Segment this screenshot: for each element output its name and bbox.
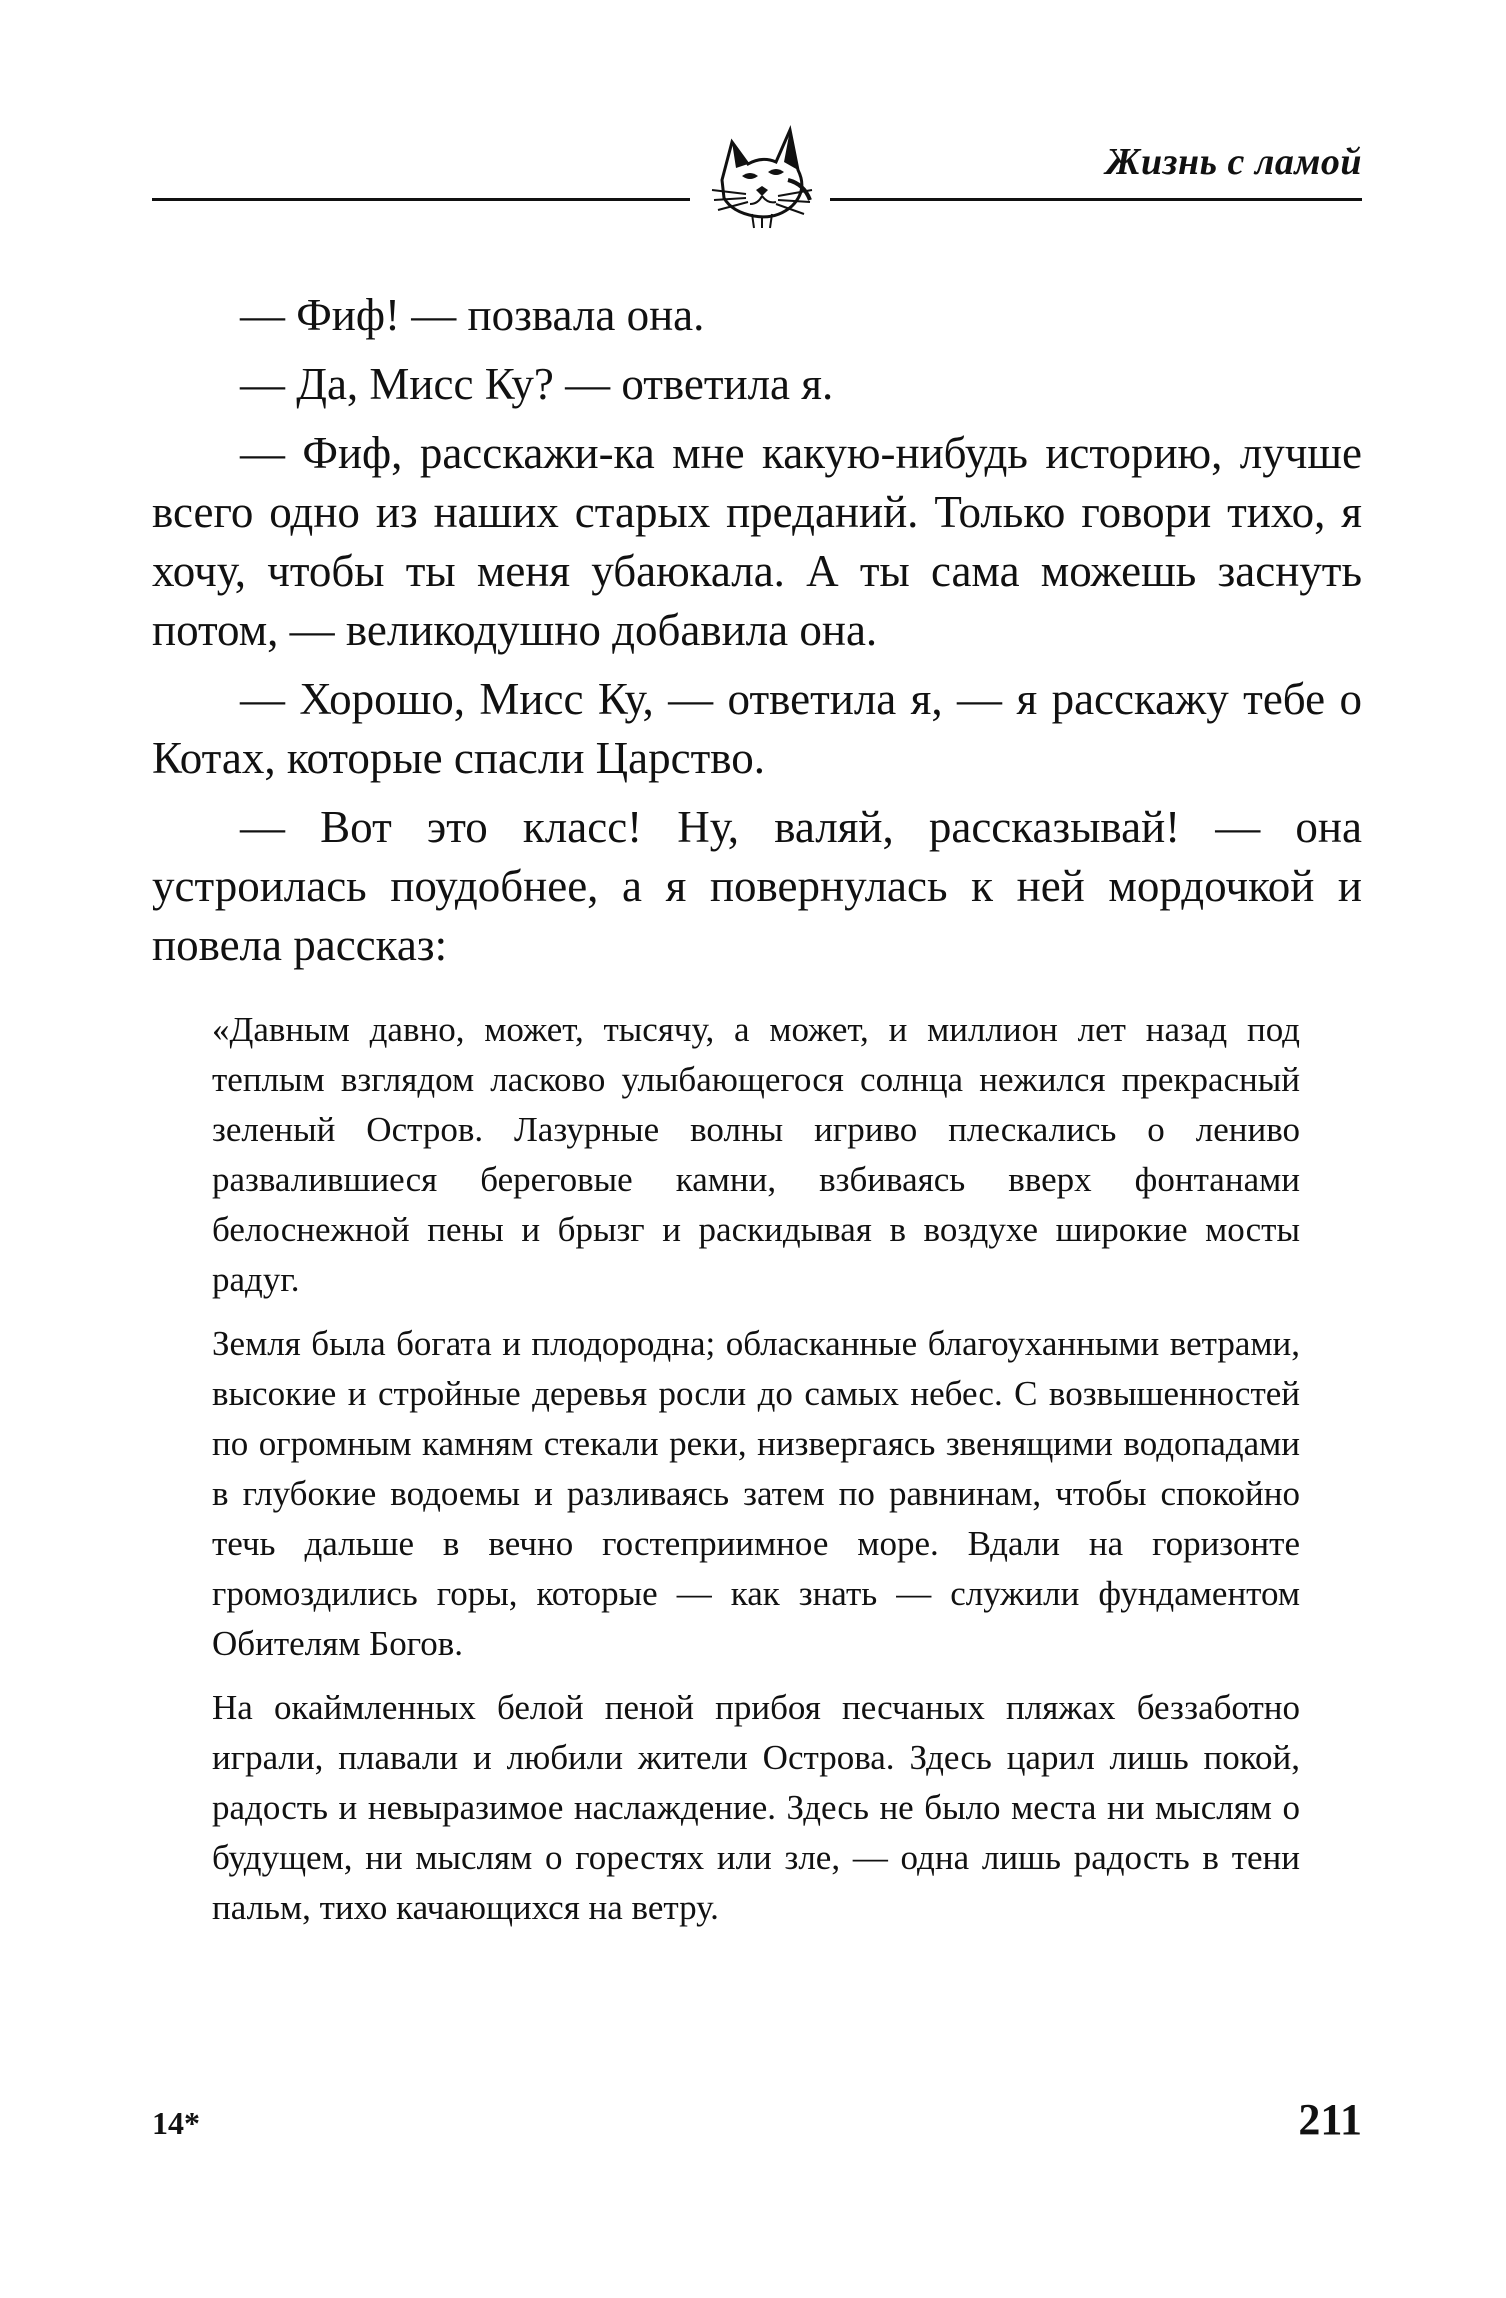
- story-paragraph: Земля была богата и плодородна; обласканные благоуханными ветрами, высокие и стройные деревья росли до самых небес. С возвышенностей по огромным камням стекали реки, низвергаясь звенящими водопадами в глубокие водоемы и разливаясь затем по равнинам, чтобы спокойно течь дальше в вечно гостеприимное море. Вдали на горизонте громоздились горы, которые — как знать — служили фундаментом Обителям Богов.: [212, 1324, 1300, 1663]
- dialogue-paragraph: — Да, Мисс Ку? — ответила я.: [240, 359, 834, 409]
- page-number: 211: [1298, 2095, 1362, 2144]
- dialogue-paragraph: — Фиф! — позвала она.: [240, 290, 705, 340]
- header-rule-left: [152, 198, 690, 201]
- cat-face-icon: [692, 120, 830, 230]
- header-rule-right: [830, 198, 1362, 201]
- dialogue-paragraph: — Хорошо, Мисс Ку, — ответила я, — я расскажу тебе о Котах, которые спасли Царство.: [152, 674, 1362, 783]
- dialogue-section: [152, 286, 1362, 985]
- dialogue-paragraph: — Вот это класс! Ну, валяй, рассказывай! — она устроилась поудобнее, а я повернулась к ней мордочкой и повела рассказ:: [152, 802, 1362, 970]
- running-header: [152, 120, 1362, 230]
- dialogue-paragraph: — Фиф, расскажи-ка мне какую-нибудь историю, лучше всего одно из наших старых преданий. Только говори тихо, я хочу, чтобы ты меня убаюкала. А ты сама можешь заснуть потом, — великодушно добавила она.: [152, 428, 1362, 655]
- story-section: [212, 1005, 1300, 1947]
- signature-mark: 14*: [152, 2105, 200, 2141]
- running-title: Жизнь с ламой: [1105, 141, 1362, 183]
- story-paragraph: На окаймленных белой пеной прибоя песчаных пляжах беззаботно играли, плавали и любили жители Острова. Здесь царил лишь покой, радость и невыразимое наслаждение. Здесь не было места ни мыслям о будущем, ни мыслям о горестях или зле, — одна лишь радость в тени пальм, тихо качающихся на ветру.: [212, 1688, 1300, 1927]
- story-paragraph: «Давным давно, может, тысячу, а может, и миллион лет назад под теплым взглядом ласково улыбающегося солнца нежился прекрасный зеленый Остров. Лазурные волны игриво плескались о лениво развалившиеся береговые камни, взбиваясь вверх фонтанами белоснежной пены и брызг и раскидывая в воздухе широкие мосты радуг.: [212, 1010, 1300, 1299]
